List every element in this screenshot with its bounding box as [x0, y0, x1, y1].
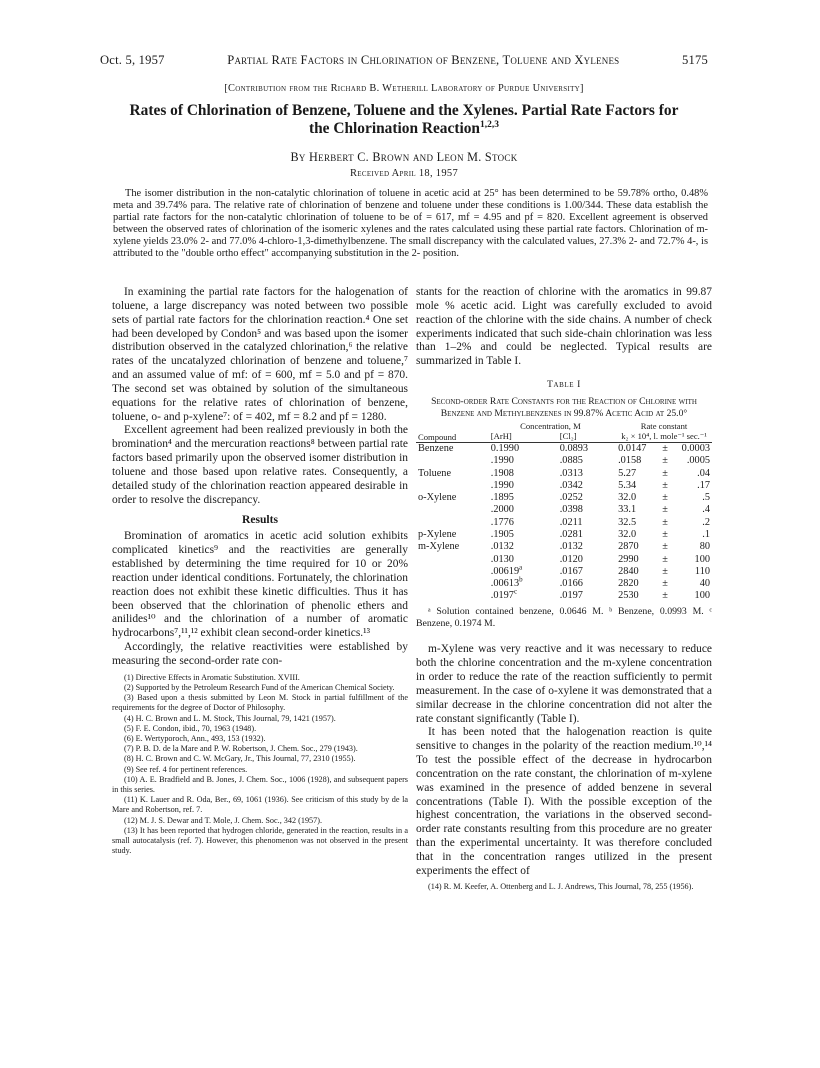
cell-arh-text: .1895: [490, 492, 514, 504]
table-row: [416, 554, 712, 566]
cell-compound: [416, 529, 485, 541]
table-body: [416, 442, 712, 602]
cell-rate-text: 2530: [618, 590, 639, 602]
cell-cl2: [558, 504, 616, 516]
cell-plus-minus-text: ±: [662, 516, 668, 528]
intro-paragraph-1: In examining the partial rate factors for the halogenation of toluene, a large discrepancy was noted between two possible sets of partial rate factors for the chlorination reaction.⁴ One set had been developed by Condon⁵ and was based upon the isomer distribution observed in the catalyzed chlorination,⁶ the relative rates of the uncatalyzed chlorination of benzene and toluene,⁷ and an assumed value of mf: of = 600, mf = 5.0 and pf = 870. The second set was obtained by solution of the simultaneous equations for the relative rates of chlorination of benzene, toluene, o- and p-xylene⁷: of = 402, mf = 8.2 and pf = 1280.: [112, 286, 408, 423]
cell-error-text: 100: [694, 553, 710, 565]
cell-compound: [416, 578, 485, 590]
contribution-line: [Contribution from the Richard B. Wetherill Laboratory of Purdue University]: [224, 83, 584, 94]
cell-error-text: .2: [702, 516, 710, 528]
table-row: [416, 541, 712, 553]
cell-compound: [416, 517, 485, 529]
cell-cl2: [558, 566, 616, 578]
cell-rate: [616, 541, 654, 553]
cell-plus-minus: [654, 578, 677, 590]
cell-arh: [485, 442, 558, 455]
cell-plus-minus: [654, 541, 677, 553]
cell-plus-minus: [654, 504, 677, 516]
table-row: [416, 566, 712, 578]
table-row: [416, 455, 712, 467]
cell-compound-text: m-Xylene: [418, 541, 460, 553]
col-header-rate: Rate constant: [640, 421, 688, 432]
footnote: (4) H. C. Brown and L. M. Stock, This Journal, 79, 1421 (1957).: [124, 713, 336, 723]
cell-error-text: .1: [702, 528, 710, 540]
footnote: (9) See ref. 4 for pertinent references.: [124, 764, 248, 774]
cell-plus-minus: [654, 554, 677, 566]
cell-cl2: [558, 492, 616, 504]
cell-cl2-text: .0132: [559, 541, 583, 553]
cell-error: [677, 455, 712, 467]
footnotes-left: [112, 673, 408, 857]
cell-cl2-text: .0167: [559, 565, 583, 577]
cell-plus-minus-text: ±: [662, 528, 668, 540]
footnote: (5) F. E. Condon, ibid., 70, 1963 (1948).: [124, 723, 257, 733]
cell-cl2-text: 0.0893: [559, 442, 589, 454]
footnote-14: (14) R. M. Keefer, A. Ottenberg and L. J. Andrews, This Journal, 78, 255 (1956).: [428, 881, 694, 891]
cell-arh-text: .1908: [490, 467, 514, 479]
footnote: (11) K. Lauer and R. Oda, Ber., 69, 1061 (1936). See criticism of this study by de la Mare and Robertson, ref. 7.: [112, 795, 408, 815]
col-header-arh: [ArH]: [485, 432, 558, 443]
running-title: Partial Rate Factors in Chlorination of Benzene, Toluene and Xylenes: [227, 53, 620, 67]
footnote: (1) Directive Effects in Aromatic Substitution. XVIII.: [124, 672, 300, 682]
cell-rate: [616, 590, 654, 602]
cell-arh-text: .0197: [490, 590, 514, 602]
cell-rate-text: 5.27: [618, 467, 637, 479]
cell-compound-text: o-Xylene: [418, 492, 457, 504]
cell-error-text: .0005: [686, 455, 710, 467]
footnote: (12) M. J. S. Dewar and T. Mole, J. Chem. Soc., 342 (1957).: [124, 815, 322, 825]
cell-rate: [616, 529, 654, 541]
cell-rate-text: 2820: [618, 578, 639, 590]
cell-error: [677, 578, 712, 590]
cell-compound-text: Toluene: [418, 467, 452, 479]
table-title: Table I: [546, 379, 582, 391]
cell-error-text: 80: [699, 541, 710, 553]
cell-rate-text: 0.0147: [618, 442, 647, 454]
cell-rate-text: 33.1: [618, 504, 637, 516]
title-line-1: Rates of Chlorination of Benzene, Toluene and the Xylenes. Partial Rate Factors for: [129, 102, 679, 119]
title-line-2-text: the Chlorination Reaction: [308, 120, 480, 137]
footnote: (3) Based upon a thesis submitted by Leon M. Stock in partial fulfillment of the requirements for the degree of Doctor of Philosophy.: [112, 693, 408, 713]
cell-error-text: .4: [702, 504, 710, 516]
cell-error-text: 100: [694, 590, 710, 602]
cell-error-text: .5: [702, 492, 710, 504]
issue-date: Oct. 5, 1957: [100, 53, 165, 67]
cell-arh-text: .1776: [490, 516, 514, 528]
title-line-2: [100, 120, 708, 138]
cell-error: [677, 541, 712, 553]
cell-cl2-text: .0211: [559, 516, 583, 528]
cell-compound: [416, 504, 485, 516]
results-paragraph-2: Accordingly, the relative reactivities were established by measuring the second-order rate con-: [112, 641, 408, 667]
cell-arh: [485, 480, 558, 492]
cell-cl2: [558, 455, 616, 467]
cell-cl2: [558, 554, 616, 566]
cell-compound: [416, 442, 485, 455]
footnote: (10) A. E. Bradfield and B. Jones, J. Chem. Soc., 1006 (1928), and subsequent papers in this series.: [112, 774, 408, 795]
cell-cl2-text: .0398: [559, 504, 583, 516]
byline: [100, 150, 708, 165]
cell-cl2: [558, 517, 616, 529]
cell-arh: [485, 517, 558, 529]
table-notes: ᵃ Solution contained benzene, 0.0646 M. ᵇ Benzene, 0.0993 M. ᶜ Benzene, 0.1974 M.: [416, 605, 712, 629]
cell-cl2: [558, 480, 616, 492]
right-paragraph-3: It has been noted that the halogenation reaction is quite sensitive to changes in the polarity of the reaction medium.¹⁰,¹⁴ To test the possible effect of the decrease in hydrocarbon concentration on the rate constant, the chlorination of m-xylene was examined in the presence of added benzene in several concentrations (Table I). With the possible exception of the highest concentration, the variations in the observed second-order rate constants resulting from this procedure are no greater than the experimental uncertainty. It was therefore concluded that in the concentration ranges utilized in the present experiments the effect of: [416, 726, 712, 877]
left-column: [112, 286, 408, 856]
cell-cl2: [558, 541, 616, 553]
cell-arh-text: .0132: [490, 541, 514, 553]
cell-arh-text: .1905: [490, 528, 514, 540]
page-number: 5175: [681, 53, 708, 67]
cell-plus-minus-text: ±: [662, 442, 668, 454]
footnote: (6) E. Wertyporoch, Ann., 493, 153 (1932).: [124, 734, 266, 743]
results-heading: Results: [241, 512, 279, 526]
cell-compound: [416, 480, 485, 492]
cell-compound-text: p-Xylene: [418, 528, 457, 540]
footnote: (2) Supported by the Petroleum Research Fund of the American Chemical Society.: [124, 682, 395, 692]
cell-cl2: [558, 578, 616, 590]
table-row: [416, 529, 712, 541]
cell-error: [677, 492, 712, 504]
cell-compound-text: Benzene: [418, 442, 454, 454]
table-caption: Second-order Rate Constants for the Reaction of Chlorine with Benzene and Methylbenzenes in 99.87% Acetic Acid at 25.0°: [431, 395, 697, 419]
footnote: (7) P. B. D. de la Mare and P. W. Robertson, J. Chem. Soc., 279 (1943).: [124, 744, 358, 754]
col-header-compound: Compound: [416, 422, 485, 442]
footnote: (13) It has been reported that hydrogen chloride, generated in the reaction, results in a small autocatalysis (ref. 7). However, this phenomenon was not observed in the present study.: [112, 825, 408, 856]
cell-cl2-text: .0281: [559, 528, 583, 540]
cell-cl2-text: .0252: [559, 492, 583, 504]
footnote: (8) H. C. Brown and C. W. McGary, Jr., This Journal, 77, 2310 (1955).: [124, 754, 356, 764]
cell-rate-text: 2840: [618, 565, 639, 577]
cell-cl2-text: .0120: [559, 553, 583, 565]
cell-rate: [616, 517, 654, 529]
cell-cl2: [558, 468, 616, 480]
cell-arh-text: 0.1990: [490, 442, 520, 454]
cell-plus-minus-text: ±: [662, 504, 668, 516]
cell-arh: [485, 590, 558, 602]
table-row: [416, 504, 712, 516]
cell-rate-text: 32.0: [618, 528, 637, 540]
title-footnote-refs: 1,2,3: [480, 119, 499, 130]
cell-rate: [616, 442, 654, 455]
cell-cl2: [558, 442, 616, 455]
cell-plus-minus: [654, 442, 677, 455]
cell-error-text: 40: [699, 578, 710, 590]
table-row: [416, 590, 712, 602]
cell-plus-minus-text: ±: [662, 553, 668, 565]
cell-compound: [416, 541, 485, 553]
cell-compound: [416, 468, 485, 480]
cell-cl2: [558, 529, 616, 541]
table-row: [416, 468, 712, 480]
cell-plus-minus-text: ±: [662, 455, 668, 467]
cell-error: [677, 517, 712, 529]
cell-error-text: 0.0003: [681, 442, 710, 454]
cell-cl2-text: .0885: [559, 455, 583, 467]
cell-compound: [416, 566, 485, 578]
cell-error: [677, 480, 712, 492]
rate-constants-table: [416, 422, 712, 603]
cell-error: [677, 590, 712, 602]
cell-arh-text: .00613: [490, 578, 520, 590]
authors: Herbert C. Brown and Leon M. Stock: [309, 150, 518, 164]
cell-plus-minus-text: ±: [662, 541, 668, 553]
cell-error-text: 110: [694, 565, 710, 577]
cell-plus-minus: [654, 492, 677, 504]
cell-arh: [485, 541, 558, 553]
cell-arh: [485, 529, 558, 541]
cell-compound: [416, 492, 485, 504]
cell-plus-minus: [654, 566, 677, 578]
cell-arh-text: .1990: [490, 455, 514, 467]
cell-arh: [485, 575, 558, 590]
cell-cl2-text: .0166: [559, 578, 583, 590]
cell-compound: [416, 554, 485, 566]
cell-cl2: [558, 590, 616, 602]
right-paragraph-1: stants for the reaction of chlorine with the aromatics in 99.87 mole % acetic acid. Light was carefully excluded to avoid reaction of the chlorine with the side chains. A number of check experiments indicated that such side-chain chlorination was less than 1–2% and could be neglected. Typical results are summarized in Table I.: [416, 286, 712, 368]
cell-rate: [616, 492, 654, 504]
cell-rate: [616, 566, 654, 578]
table-row: [416, 492, 712, 504]
cell-error: [677, 442, 712, 455]
right-column: [416, 286, 712, 892]
cell-rate: [616, 578, 654, 590]
col-header-cl2: [Cl₂]: [558, 432, 616, 443]
received-date: Received April 18, 1957: [349, 168, 458, 179]
cell-rate-text: 2990: [618, 553, 639, 565]
cell-plus-minus-text: ±: [662, 467, 668, 479]
cell-rate: [616, 455, 654, 467]
cell-error: [677, 529, 712, 541]
cell-plus-minus-text: ±: [662, 565, 668, 577]
results-paragraph-1: Bromination of aromatics in acetic acid solution exhibits complicated kinetics⁹ and the reactivities are generally established by determining the time required for 10 or 20% reaction under identical conditions. Fortunately, the chlorination reaction does not exhibit these kinetic difficulties. Thus it has been observed that the chlorination of phenolic ethers and anilides¹⁰ and the chlorination of a number of aromatic hydrocarbons⁷,¹¹,¹² exhibit clean second-order kinetics.¹³: [112, 530, 408, 640]
col-header-rate-units: k₂ × 10⁴, l. mole⁻¹ sec.⁻¹: [616, 432, 712, 443]
cell-error: [677, 554, 712, 566]
cell-arh-text: .1990: [490, 479, 514, 491]
table-row: [416, 517, 712, 529]
cell-plus-minus: [654, 529, 677, 541]
cell-rate-text: 2870: [618, 541, 639, 553]
cell-rate-text: 5.34: [618, 479, 637, 491]
running-head: [100, 53, 708, 71]
cell-plus-minus-text: ±: [662, 578, 668, 590]
cell-compound: [416, 455, 485, 467]
cell-rate: [616, 480, 654, 492]
cell-rate-text: 32.5: [618, 516, 637, 528]
table-row: [416, 442, 712, 455]
cell-arh: [485, 468, 558, 480]
cell-rate: [616, 468, 654, 480]
table-row: [416, 578, 712, 590]
cell-arh-text: .0130: [490, 553, 514, 565]
cell-plus-minus: [654, 480, 677, 492]
table-row: [416, 480, 712, 492]
cell-plus-minus-text: ±: [662, 590, 668, 602]
cell-plus-minus: [654, 517, 677, 529]
cell-plus-minus-text: ±: [662, 479, 668, 491]
cell-error: [677, 566, 712, 578]
cell-error-text: .17: [697, 479, 710, 491]
right-paragraph-2: m-Xylene was very reactive and it was necessary to reduce both the chlorine concentration and the m-xylene concentration in order to reduce the rate of the reaction sufficiently to permit measurement. In the case of o-xylene it was demonstrated that a similar decrease in the chlorine concentration did not alter the rate constant significantly (Table I).: [416, 643, 712, 725]
cell-rate: [616, 504, 654, 516]
cell-rate: [616, 554, 654, 566]
cell-arh-note: c: [513, 588, 518, 597]
cell-arh-text: .00619: [490, 565, 520, 577]
col-header-concentration: Concentration, M: [520, 421, 581, 432]
cell-cl2-text: .0313: [559, 467, 583, 479]
cell-arh: [485, 492, 558, 504]
cell-compound: [416, 590, 485, 602]
cell-plus-minus: [654, 590, 677, 602]
intro-paragraph-2: Excellent agreement had been realized previously in both the bromination⁴ and the mercuration reactions⁸ between partial rate factors based primarily upon the observed isomer distribution in toluene and those based upon relative rates. Consequently, a detailed study of the chlorination reaction appeared desirable in order to resolve the discrepancy.: [112, 424, 408, 506]
cell-arh: [485, 504, 558, 516]
cell-arh-text: .2000: [490, 504, 514, 516]
cell-plus-minus: [654, 455, 677, 467]
cell-error: [677, 504, 712, 516]
abstract: The isomer distribution in the non-catalytic chlorination of toluene in acetic acid at 25° has been determined to be 59.78% ortho, 0.48% meta and 39.74% para. The relative rate of chlorination of benzene and toluene under these conditions is 1.00/344. These data establish the partial rate factors for the non-catalytic chlorination of toluene to be of = 617, mf = 4.95 and pf = 820. Excellent agreement is observed between the observed rates of chlorination of the isomeric xylenes and the rates calculated using these partial rate factors. Chlorination of m-xylene yields 23.0% 2- and 77.0% 4-chloro-1,3-dimethylbenzene. The small discrepancy with the calculated values, 27.3% 2- and 72.7% 4-, is attributed to the "double ortho effect" accompanying substitution in the 2- position.: [113, 188, 708, 259]
byline-by: By: [290, 150, 306, 164]
cell-error-text: .04: [697, 467, 710, 479]
cell-error: [677, 468, 712, 480]
cell-plus-minus-text: ±: [662, 492, 668, 504]
cell-arh-note: b: [519, 575, 523, 584]
cell-arh-note: a: [519, 563, 523, 572]
article-title: [100, 102, 708, 138]
cell-cl2-text: .0342: [559, 479, 583, 491]
cell-arh: [485, 455, 558, 467]
cell-plus-minus: [654, 468, 677, 480]
cell-rate-text: 32.0: [618, 492, 637, 504]
cell-cl2-text: .0197: [559, 590, 583, 602]
cell-rate-text: .0158: [618, 455, 642, 467]
